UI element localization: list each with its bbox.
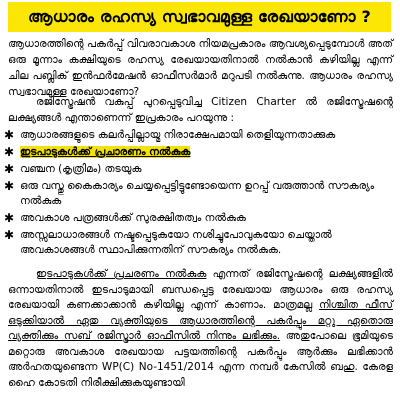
page-title: [8, 2, 391, 32]
conclusion-underlined-phrase: ഇടപാടുകൾക്ക് പ്രചരണം നൽകുക: [36, 268, 207, 280]
objective-item: [4, 179, 390, 209]
conclusion-paragraph: [8, 267, 393, 391]
objective-text: അസ്സലാധാരങ്ങൾ നഷ്ടപ്പെടുകയോ നശിച്ചുപോവുകയോ ചെയ്താൽ അവകാശങ്ങൾ സ്ഥാപിക്കുന്നതിന് സൗകര്യം നൽകുക.: [20, 229, 332, 256]
objective-item: [4, 228, 390, 258]
star-bullet-icon: ✱: [4, 162, 15, 176]
objective-text: അവകാശ പത്രങ്ങൾക്ക് സുരക്ഷിതത്വം നൽകുക: [20, 212, 246, 224]
star-bullet-icon: ✱: [4, 228, 15, 242]
objective-item: [4, 162, 390, 177]
star-bullet-icon: ✱: [4, 145, 15, 159]
intro-paragraph: [8, 36, 393, 100]
conclusion-underlined-phrase: നിശ്ചിത ഫീസ് ഒടുക്കിയാൽ ഏതു വ്യക്തിയുടെ ആധാരത്തിന്റെ പകർപ്പും മറ്റു ഏതൊരു വ്യക്തിക്കും സബ് രജിസ്ട്രാർ ഓഫീസിൽ നിന്നും ലഭിക്കും.: [8, 299, 393, 342]
charter-paragraph: [8, 94, 393, 126]
star-bullet-icon: ✱: [4, 211, 15, 225]
page-title-text: ആധാരം രഹസ്യ സ്വഭാവമുള്ള രേഖയാണോ ?: [28, 7, 371, 26]
star-bullet-icon: ✱: [4, 128, 15, 142]
objective-item: [4, 145, 390, 160]
objectives-list: [4, 128, 390, 260]
conclusion-segment: എന്നത് രജിസ്ട്രേഷന്റെ ലക്ഷ്യങ്ങളിൽ ഒന്നായതിനാൽ ഇടപാടുമായി ബന്ധപ്പെട്ട രേഖയായ ആധാരം ഒരു രഹസ്യ രേഖയായി കണക്കാക്കാൻ കഴിയില്ല എന്ന് കാണാം. മാത്രമല്ല: [8, 268, 393, 311]
conclusion-text: [8, 267, 393, 391]
objective-item: [4, 128, 390, 143]
objective-text: വഞ്ചന (കൃത്രിമം) തടയുക: [20, 163, 142, 175]
conclusion-segment: അതുപോലെ ഭൂമിയുടെ മറ്റൊരു അവകാശ രേഖയായ പട്ടയത്തിന്റെ പകർപ്പും ആർക്കും ലഭിക്കാൻ അർഹതയുണ്ടെന്ന WP(C) No-1451/2014 എന്ന നമ്പർ കേസിൽ ബഹു. കേരള ഹൈ കോടതി നിരീക്ഷിക്കുകയുണ്ടായി: [8, 330, 393, 389]
objective-item: [4, 211, 390, 226]
objective-text-highlighted: ഇടപാടുകൾക്ക് പ്രചാരണം നൽകുക: [20, 146, 191, 158]
objective-text: ഒരു വസ്തു കൈകാര്യം ചെയ്യപ്പെട്ടിട്ടുണ്ടോയെന്ന ഉറപ്പ് വരുത്താൻ സൗകര്യം നൽകുക: [20, 180, 375, 207]
star-bullet-icon: ✱: [4, 179, 15, 193]
intro-text: ആധാരത്തിന്റെ പകർപ്പ് വിവരാവകാശ നിയമപ്രകാരം ആവശ്യപ്പെടുമ്പോൾ അത് ഒരു മൂന്നാം കക്ഷിയുടെ രഹസ്യ രേഖയായതിനാൽ നൽകാൻ കഴിയില്ല എന്ന് ചില പബ്ലിക് ഇൻഫർമേഷൻ ഓഫീസർമാർ മറുപടി നൽകുന്നു. ആധാരം രഹസ്യ സ്വഭാവമുള്ള രേഖയാണോ?: [8, 38, 393, 98]
objective-text: ആധാരങ്ങളുടെ കലർപ്പില്ലായ്മ നിരാക്ഷേപമായി തെളിയുന്നതാക്കുക: [20, 129, 336, 141]
charter-intro-text: രജിസ്ട്രേഷൻ വകുപ്പ് പുറപ്പെടുവിച്ച Citizen Charter ൽ രജിസ്ട്രേഷന്റെ ലക്ഷ്യങ്ങൾ എന്താണെന്ന് ഇപ്രകാരം പറയുന്നു :: [8, 96, 393, 124]
